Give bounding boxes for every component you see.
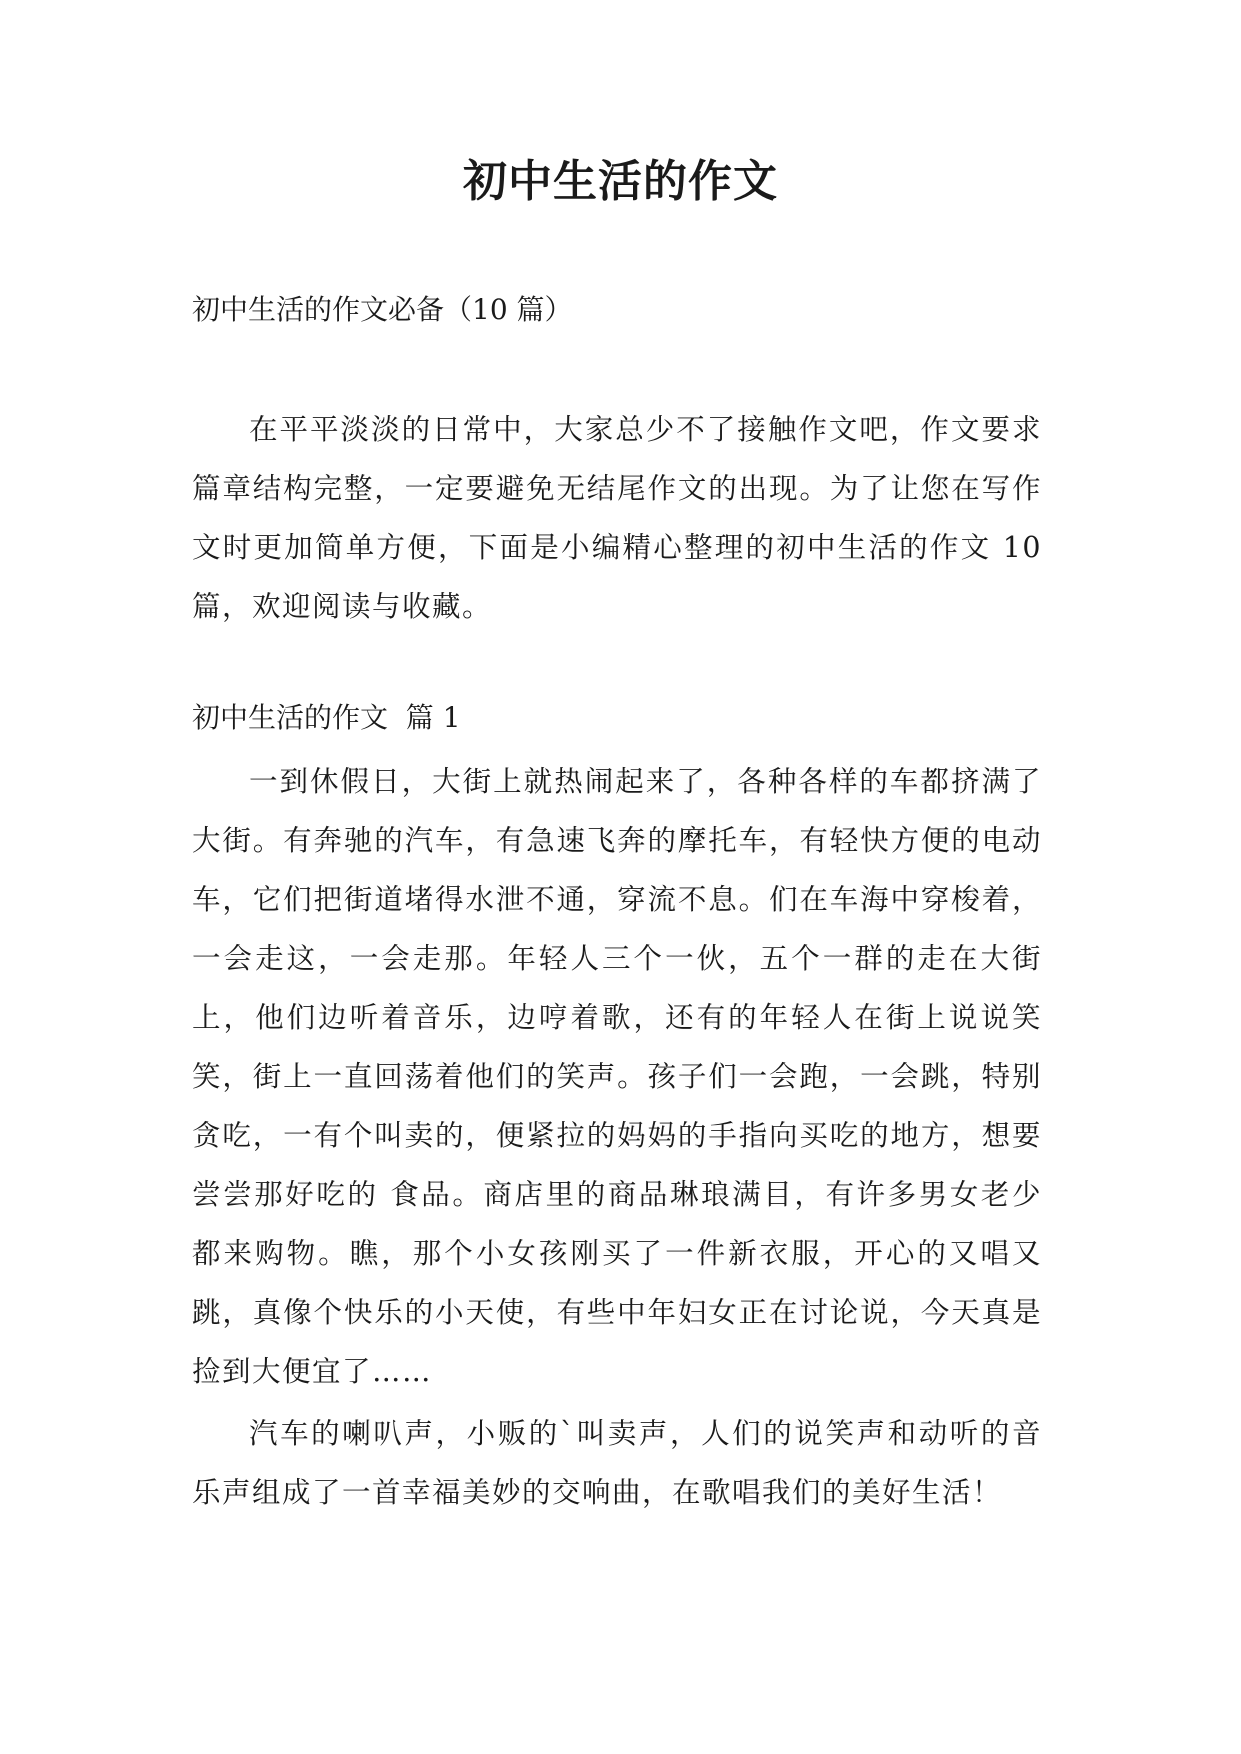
body-paragraph-1: 一到休假日，大街上就热闹起来了，各种各样的车都挤满了大街。有奔驰的汽车，有急速飞奔的摩托车，有轻快方便的电动车，它们把街道堵得水泄不通，穿流不息。们在车海中穿梭着，一会走这，一会走那。年轻人三个一伙，五个一群的走在大街上，他们边听着音乐，边哼着歌，还有的年轻人在街上说说笑笑，街上一直回荡着他们的笑声。孩子们一会跑，一会跳，特别贪吃，一有个叫卖的，便紧拉的妈妈的手指向买吃的地方，想要尝尝那好吃的 食品。商店里的商品琳琅满目，有许多男女老少都来购物。瞧，那个小女孩刚买了一件新衣服，开心的又唱又跳，真像个快乐的小天使，有些中年妇女正在讨论说，今天真是捡到大便宜了……	[192, 765, 1042, 1388]
section-heading: 初中生活的作文 篇 1	[192, 701, 461, 734]
document-title: 初中生活的作文	[463, 156, 778, 207]
body-paragraph-2: 汽车的喇叭声，小贩的`叫卖声，人们的说笑声和动听的音乐声组成了一首幸福美妙的交响曲，在歌唱我们的美好生活！	[192, 1417, 1042, 1509]
intro-paragraph: 在平平淡淡的日常中，大家总少不了接触作文吧，作文要求篇章结构完整，一定要避免无结尾作文的出现。为了让您在写作文时更加简单方便，下面是小编精心整理的初中生活的作文 10 篇，欢迎阅读与收藏。	[192, 413, 1042, 623]
document-subtitle: 初中生活的作文必备（10 篇）	[192, 293, 573, 326]
